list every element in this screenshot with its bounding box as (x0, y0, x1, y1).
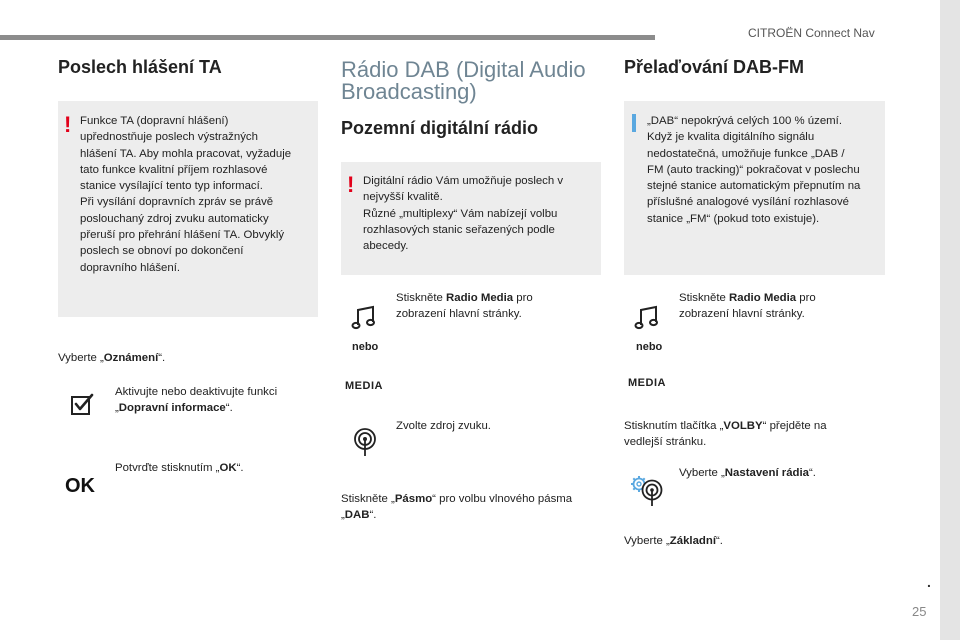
page-number: 25 (912, 604, 927, 619)
music-note-icon[interactable] (351, 305, 377, 331)
step-options-page: Stisknutím tlačítka „VOLBY“ přejděte na vedlejší stránku. (624, 420, 827, 449)
warning-icon: ! (347, 172, 355, 197)
warning-icon: ! (64, 112, 72, 137)
media-button[interactable]: MEDIA (345, 380, 383, 392)
side-stripe (940, 0, 960, 640)
step-confirm-ok: Potvrďte stisknutím „OK“. (115, 462, 244, 474)
step-radio-settings: Vyberte „Nastavení rádia“. (679, 467, 816, 479)
info-note-dab-fm (624, 101, 885, 275)
section-title-ta: Poslech hlášení TA (58, 57, 222, 77)
step-select-source: Zvolte zdroj zvuku. (396, 420, 491, 432)
section-subtitle-terrestrial: Pozemní digitální rádio (341, 118, 539, 138)
media-button[interactable]: MEDIA (628, 377, 666, 389)
note-text: Digitální rádio Vám umožňuje poslech v nejvyšší kvalitě. Různé „multiplexy“ Vám nabízejí volbu rozhlasových stanic seřazených podle abecedy. (363, 175, 564, 253)
page-dot: . (927, 574, 931, 590)
info-icon (632, 114, 636, 132)
note-text: „DAB“ nepokrývá celých 100 % území. Když je kvalita digitálního signálu nedostatečná, umožňuje funkce „DAB / FM (auto tracking)“ pokračovat v poslechu stejné stanice automatickým přepnutím na příslušné analogové vysílání rozhlasové stanice „FM“ (pokud toto existuje). (647, 115, 861, 225)
checkbox-icon (70, 393, 96, 417)
step-press-radio-media: Stiskněte Radio Media pro zobrazení hlavní stránky. (679, 292, 816, 321)
header-rule (0, 35, 655, 40)
or-label: nebo (636, 341, 663, 353)
section-title-dab: Rádio DAB (Digital Audio Broadcasting) (341, 57, 586, 104)
ok-button[interactable]: OK (65, 475, 95, 497)
step-select-announcements: Vyberte „Oznámení“. (58, 352, 166, 364)
radio-source-icon[interactable] (352, 427, 378, 457)
step-toggle-traffic: Aktivujte nebo deaktivujte funkci „Dopravní informace“. (115, 386, 278, 415)
or-label: nebo (352, 341, 379, 353)
note-text: Funkce TA (dopravní hlášení) upřednostňuje poslech výstražných hlášení TA. Aby mohla pracovat, vyžaduje tato funkce kvalitní příjem rozhlasové stanice vysílající tento typ informací. Při vysílání dopravních zpráv se právě poslouchaný zdroj zvuku automaticky přeruší pro přehrání hlášení TA. Obvyklý poslech se obnoví po dokončení dopravního hlášení. (80, 115, 292, 274)
music-note-icon[interactable] (634, 305, 660, 331)
warning-note-dab (341, 162, 601, 275)
step-select-basic: Vyberte „Základní“. (624, 535, 723, 547)
brand-title: CITROËN Connect Nav (748, 26, 875, 40)
step-band-dab: Stiskněte „Pásmo“ pro volbu vlnového pásma „DAB“. (341, 493, 573, 522)
section-title-dab-fm: Přelaďování DAB-FM (624, 57, 804, 77)
warning-note-ta (58, 101, 318, 317)
step-press-radio-media: Stiskněte Radio Media pro zobrazení hlavní stránky. (396, 292, 533, 321)
radio-settings-icon[interactable] (630, 475, 666, 507)
